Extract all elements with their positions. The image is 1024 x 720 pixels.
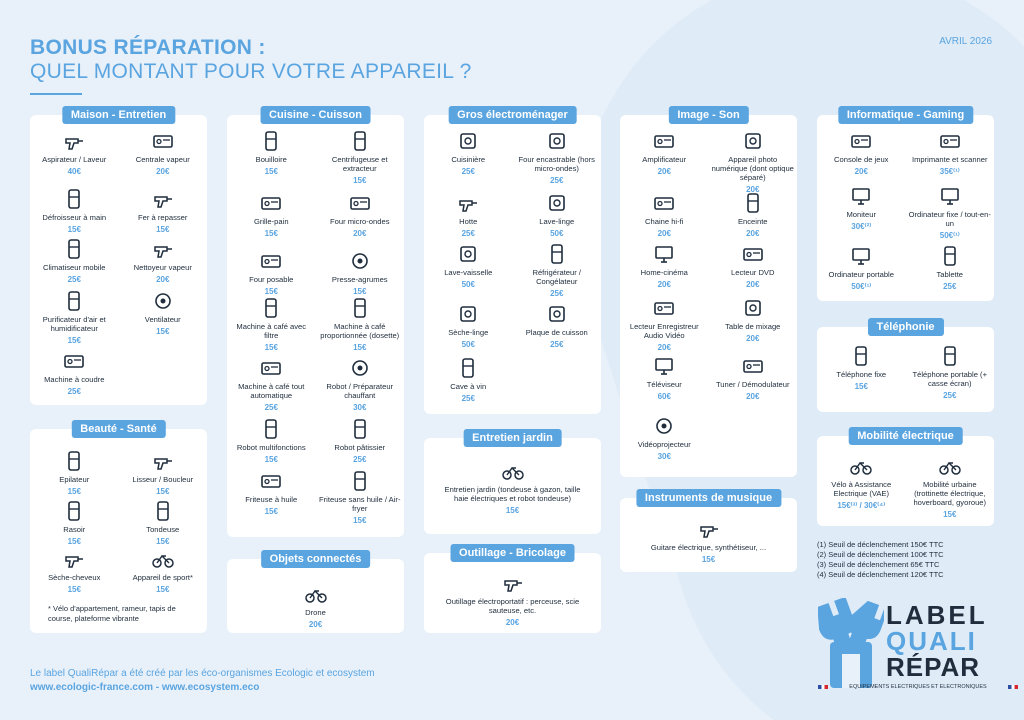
- item-price: 40€: [67, 167, 81, 176]
- item-mixer: [711, 297, 795, 343]
- item-label: Friteuse sans huile / Air-fryer: [319, 495, 401, 513]
- item-price: 25€: [461, 394, 475, 403]
- item-deep-fryer: [229, 470, 313, 516]
- item-price: 15€: [67, 225, 81, 234]
- item-price: 20€: [854, 167, 868, 176]
- item-cooker: [426, 130, 510, 176]
- item-price: 25€: [550, 176, 564, 185]
- item-price: 15€: [353, 343, 367, 352]
- item-speaker: [711, 192, 795, 238]
- item-guitar: [634, 518, 784, 564]
- item-price: 15€: [264, 343, 278, 352]
- hair-straightener-icon: [152, 450, 174, 472]
- hob-icon: [546, 303, 568, 325]
- item-label: Bouilloire: [255, 155, 287, 164]
- item-price: 50€: [461, 280, 475, 289]
- item-dvd-player: [711, 243, 795, 289]
- item-label: Vidéoprojecteur: [637, 440, 691, 449]
- date-label: AVRIL 2026: [939, 36, 992, 47]
- item-printer: [908, 130, 992, 176]
- item-price: 25€: [461, 229, 475, 238]
- item-price: 15€: [854, 382, 868, 391]
- item-home-cinema: [622, 243, 706, 289]
- item-label: Chaine hi-fi: [645, 217, 684, 226]
- footer-credit: Le label QualiRépar a été créé par les éco-organismes Ecologic et ecosystem: [30, 668, 375, 679]
- item-price: 15€: [156, 487, 170, 496]
- item-label: Home-cinéma: [640, 268, 688, 277]
- card-title-beaute: Beauté - Santé: [71, 420, 165, 438]
- ebike-icon: [850, 455, 872, 477]
- item-label: Mobilité urbaine (trottinette électrique, hoverboard, gyoroue): [913, 480, 987, 507]
- item-price: 20€: [156, 167, 170, 176]
- citrus-press-icon: [349, 250, 371, 272]
- item-label: Drone: [305, 608, 326, 617]
- item-laptop: [819, 245, 903, 291]
- item-label: Sèche-cheveux: [48, 573, 101, 582]
- item-price: 15€: [701, 555, 716, 564]
- item-label: Cave à vin: [450, 382, 487, 391]
- item-label: Epilateur: [59, 475, 90, 484]
- card-title-objets: Objets connectés: [261, 550, 371, 568]
- item-price: 20€: [308, 620, 323, 629]
- item-price: 20€: [746, 334, 760, 343]
- steamer-icon: [63, 188, 85, 210]
- item-label: Nettoyeur vapeur: [133, 263, 192, 272]
- item-drone: [241, 583, 391, 629]
- item-espresso-machine: [229, 357, 313, 412]
- item-price: 30€⁽²⁾: [851, 222, 872, 231]
- item-label: Ordinateur fixe / tout-en-un: [908, 210, 991, 228]
- item-price: 20€: [156, 275, 170, 284]
- item-label: Appareil de sport*: [132, 573, 193, 582]
- item-price: 15€: [156, 327, 170, 336]
- item-recorder: [622, 297, 706, 352]
- footnote-1: (1) Seuil de déclenchement 150€ TTC: [817, 540, 944, 549]
- printer-icon: [939, 130, 961, 152]
- item-label: Ventilateur: [144, 315, 181, 324]
- item-price: 60€: [657, 392, 671, 401]
- item-drill: [438, 572, 588, 627]
- air-purifier-icon: [63, 290, 85, 312]
- item-label: Four micro-ondes: [329, 217, 390, 226]
- item-iron: [121, 188, 205, 234]
- item-price: 15€: [353, 176, 367, 185]
- item-steam-cleaner: [121, 238, 205, 284]
- flag-left: [818, 685, 828, 689]
- item-label: Presse-agrumes: [331, 275, 388, 284]
- item-price: 15€: [67, 336, 81, 345]
- mixer-icon: [742, 297, 764, 319]
- item-ebike: [819, 455, 903, 510]
- hair-dryer-icon: [63, 548, 85, 570]
- footnote-3: (3) Seuil de déclenchement 65€ TTC: [817, 560, 940, 569]
- card-title-outillage: Outillage - Bricolage: [450, 544, 575, 562]
- item-price: 15€⁽³⁾ / 30€⁽⁴⁾: [837, 501, 886, 510]
- item-label: Téléviseur: [646, 380, 682, 389]
- item-label: Table de mixage: [725, 322, 781, 331]
- steam-iron-icon: [152, 130, 174, 152]
- item-label: Hotte: [459, 217, 478, 226]
- item-label: Vélo à Assistance Electrique (VAE): [831, 480, 892, 498]
- item-label: Entretien jardin (tondeuse à gazon, taille haie électriques et robot tondeuse): [444, 485, 581, 503]
- item-label: Robot / Préparateur chauffant: [326, 382, 394, 400]
- item-price: 15€: [156, 225, 170, 234]
- page-title-line2: QUEL MONTANT POUR VOTRE APPAREIL ?: [30, 60, 472, 83]
- item-label: Purificateur d'air et humidificateur: [42, 315, 106, 333]
- beaute-footnote: * Vélo d'appartement, rameur, tapis de course, plateforme vibrante: [48, 604, 176, 623]
- item-label: Défroisseur à main: [42, 213, 107, 222]
- item-price: 20€: [746, 185, 760, 194]
- item-air-purifier: [32, 290, 116, 345]
- item-fridge: [515, 243, 599, 298]
- microwave-icon: [349, 192, 371, 214]
- item-label: Cuisinière: [451, 155, 486, 164]
- item-tuner: [711, 355, 795, 401]
- item-label: Lisseur / Boucleur: [132, 475, 194, 484]
- item-steam-iron: [121, 130, 205, 176]
- item-label: Fer à repasser: [138, 213, 188, 222]
- item-amplifier: [622, 130, 706, 176]
- item-price: 25€: [943, 282, 957, 291]
- item-price: 25€: [264, 403, 278, 412]
- item-camera: [711, 130, 795, 194]
- item-dryer: [426, 303, 510, 349]
- hifi-icon: [653, 192, 675, 214]
- item-price: 20€: [657, 167, 671, 176]
- desktop-icon: [939, 185, 961, 207]
- item-filter-coffee: [229, 297, 313, 352]
- espresso-machine-icon: [260, 357, 282, 379]
- speaker-icon: [742, 192, 764, 214]
- item-label: Tuner / Démodulateur: [715, 380, 790, 389]
- projector-icon: [653, 415, 675, 437]
- item-hood: [426, 192, 510, 238]
- item-label: Centrale vapeur: [135, 155, 190, 164]
- item-price: 20€: [746, 280, 760, 289]
- toaster-icon: [260, 192, 282, 214]
- item-price: 30€: [353, 403, 367, 412]
- item-oven: [229, 250, 313, 296]
- home-cinema-icon: [653, 243, 675, 265]
- item-label: Guitare électrique, synthétiseur, ...: [650, 543, 767, 552]
- card-title-jardin: Entretien jardin: [463, 429, 562, 447]
- steam-cleaner-icon: [152, 238, 174, 260]
- item-label: Climatiseur mobile: [43, 263, 106, 272]
- item-price: 35€⁽¹⁾: [939, 167, 960, 176]
- dryer-icon: [457, 303, 479, 325]
- item-price: 15€: [264, 287, 278, 296]
- item-landline-phone: [819, 345, 903, 391]
- item-price: 15€: [156, 585, 170, 594]
- qualirepar-logo: [818, 598, 1018, 698]
- item-label: Ordinateur portable: [828, 270, 894, 279]
- card-title-mobilite: Mobilité électrique: [848, 427, 963, 445]
- air-fryer-icon: [349, 470, 371, 492]
- item-cooking-robot: [318, 357, 402, 412]
- logo-tagline-text: EQUIPEMENTS ELECTRIQUES ET ELECTRONIQUES: [849, 684, 987, 690]
- item-label: Console de jeux: [834, 155, 889, 164]
- item-price: 20€: [505, 618, 520, 627]
- epilator-icon: [63, 450, 85, 472]
- item-fan: [121, 290, 205, 336]
- item-price: 25€: [67, 387, 81, 396]
- deep-fryer-icon: [260, 470, 282, 492]
- item-toaster: [229, 192, 313, 238]
- footer-links[interactable]: www.ecologic-france.com - www.ecosystem.eco: [30, 682, 260, 693]
- lawnmower-icon: [502, 460, 524, 482]
- item-tablet: [908, 245, 992, 291]
- item-price: 20€: [746, 229, 760, 238]
- cooker-icon: [457, 130, 479, 152]
- item-air-fryer: [318, 470, 402, 525]
- dvd-player-icon: [742, 243, 764, 265]
- built-in-oven-icon: [546, 130, 568, 152]
- card-title-tel: Téléphonie: [867, 318, 943, 336]
- card-title-maison: Maison - Entretien: [62, 106, 175, 124]
- item-label: Outillage électroportatif : perceuse, scie sauteuse, etc.: [445, 597, 580, 615]
- item-food-processor: [229, 418, 313, 464]
- wrench-figure-icon: [818, 598, 884, 694]
- item-label: Amplificateur: [642, 155, 687, 164]
- air-conditioner-icon: [63, 238, 85, 260]
- item-kettle: [229, 130, 313, 176]
- item-label: Rasoir: [63, 525, 86, 534]
- item-citrus-press: [318, 250, 402, 296]
- item-price: 20€: [657, 343, 671, 352]
- item-label: Enceinte: [737, 217, 768, 226]
- item-pod-coffee: [318, 297, 402, 352]
- item-price: 50€⁽¹⁾: [851, 282, 872, 291]
- pod-coffee-icon: [349, 297, 371, 319]
- item-label: Téléphone portable (+ casse écran): [912, 370, 987, 388]
- item-label: Imprimante et scanner: [911, 155, 988, 164]
- item-price: 15€: [67, 537, 81, 546]
- item-label: Lave-linge: [539, 217, 575, 226]
- laptop-icon: [850, 245, 872, 267]
- item-sewing-machine: [32, 350, 116, 396]
- item-price: 15€: [264, 167, 278, 176]
- juicer-icon: [349, 130, 371, 152]
- page-title-line1: BONUS RÉPARATION :: [30, 36, 266, 59]
- item-price: 20€: [746, 392, 760, 401]
- item-label: Tablette: [936, 270, 964, 279]
- card-title-info: Informatique - Gaming: [838, 106, 973, 124]
- item-price: 50€: [550, 229, 564, 238]
- item-label: Plaque de cuisson: [525, 328, 588, 337]
- item-price: 25€: [461, 167, 475, 176]
- item-hair-dryer: [32, 548, 116, 594]
- item-dishwasher: [426, 243, 510, 289]
- item-price: 50€: [461, 340, 475, 349]
- item-wine-cellar: [426, 357, 510, 403]
- item-price: 15€: [67, 585, 81, 594]
- item-label: Machine à café proportionnée (dosette): [320, 322, 400, 340]
- item-price: 20€: [657, 280, 671, 289]
- item-label: Appareil photo numérique (dont optique séparé): [711, 155, 794, 182]
- item-label: Téléphone fixe: [836, 370, 887, 379]
- item-label: Lecteur Enregistreur Audio Vidéo: [629, 322, 699, 340]
- item-microwave: [318, 192, 402, 238]
- item-shaver: [32, 500, 116, 546]
- item-washing-machine: [515, 192, 599, 238]
- camera-icon: [742, 130, 764, 152]
- hood-icon: [457, 192, 479, 214]
- item-epilator: [32, 450, 116, 496]
- item-label: Moniteur: [846, 210, 877, 219]
- item-stand-mixer: [318, 418, 402, 464]
- card-title-gros: Gros électroménager: [448, 106, 577, 124]
- oven-icon: [260, 250, 282, 272]
- game-console-icon: [850, 130, 872, 152]
- dishwasher-icon: [457, 243, 479, 265]
- landline-phone-icon: [850, 345, 872, 367]
- drone-icon: [305, 583, 327, 605]
- monitor-icon: [850, 185, 872, 207]
- item-hair-straightener: [121, 450, 205, 496]
- item-price: 15€: [156, 537, 170, 546]
- item-tv: [622, 355, 706, 401]
- footnotes: [817, 540, 1007, 580]
- title-underline: [30, 93, 82, 95]
- item-price: 25€: [67, 275, 81, 284]
- item-desktop: [908, 185, 992, 240]
- item-label: Friteuse à huile: [245, 495, 298, 504]
- fridge-icon: [546, 243, 568, 265]
- item-label: Lave-vaisselle: [444, 268, 493, 277]
- exercise-bike-icon: [152, 548, 174, 570]
- item-label: Machine à café tout automatique: [238, 382, 305, 400]
- item-price: 25€: [550, 340, 564, 349]
- iron-icon: [152, 188, 174, 210]
- item-label: Machine à coudre: [44, 375, 105, 384]
- item-price: 15€: [353, 287, 367, 296]
- item-price: 15€: [264, 507, 278, 516]
- item-price: 15€: [264, 229, 278, 238]
- footnote-4: (4) Seuil de déclenchement 120€ TTC: [817, 570, 944, 579]
- item-lawnmower: [438, 460, 588, 515]
- tablet-icon: [939, 245, 961, 267]
- item-label: Robot multifonctions: [236, 443, 306, 452]
- item-game-console: [819, 130, 903, 176]
- footnote-2: (2) Seuil de déclenchement 100€ TTC: [817, 550, 944, 559]
- item-price: 15€: [67, 487, 81, 496]
- tuner-icon: [742, 355, 764, 377]
- vacuum-icon: [63, 130, 85, 152]
- item-label: Aspirateur / Laveur: [42, 155, 107, 164]
- item-price: 25€: [943, 391, 957, 400]
- logo-tagline: [818, 684, 1018, 690]
- item-trimmer: [121, 500, 205, 546]
- logo-word-label: LABEL: [886, 600, 988, 630]
- item-hifi: [622, 192, 706, 238]
- item-steamer: [32, 188, 116, 234]
- item-price: 50€⁽¹⁾: [939, 231, 960, 240]
- item-mobile-phone: [908, 345, 992, 400]
- item-price: 15€: [353, 516, 367, 525]
- item-scooter: [908, 455, 992, 519]
- card-title-image: Image - Son: [668, 106, 748, 124]
- item-label: Centrifugeuse et extracteur: [331, 155, 388, 173]
- item-juicer: [318, 130, 402, 185]
- recorder-icon: [653, 297, 675, 319]
- item-price: 30€: [657, 452, 671, 461]
- item-price: 15€: [505, 506, 520, 515]
- washing-machine-icon: [546, 192, 568, 214]
- guitar-icon: [698, 518, 720, 540]
- item-monitor: [819, 185, 903, 231]
- flag-right: [1008, 685, 1018, 689]
- item-air-conditioner: [32, 238, 116, 284]
- wine-cellar-icon: [457, 357, 479, 379]
- item-price: 25€: [550, 289, 564, 298]
- item-price: 15€: [264, 455, 278, 464]
- item-label: Robot pâtissier: [334, 443, 386, 452]
- item-label: Réfrigérateur / Congélateur: [532, 268, 582, 286]
- card-title-musique: Instruments de musique: [636, 489, 781, 507]
- item-price: 25€: [353, 455, 367, 464]
- item-built-in-oven: [515, 130, 599, 185]
- item-hob: [515, 303, 599, 349]
- item-exercise-bike: [121, 548, 205, 594]
- trimmer-icon: [152, 500, 174, 522]
- scooter-icon: [939, 455, 961, 477]
- stand-mixer-icon: [349, 418, 371, 440]
- logo-word-quali: QUALI: [886, 626, 977, 656]
- cooking-robot-icon: [349, 357, 371, 379]
- card-title-cuisine: Cuisine - Cuisson: [260, 106, 371, 124]
- shaver-icon: [63, 500, 85, 522]
- item-projector: [622, 415, 706, 461]
- mobile-phone-icon: [939, 345, 961, 367]
- amplifier-icon: [653, 130, 675, 152]
- drill-icon: [502, 572, 524, 594]
- kettle-icon: [260, 130, 282, 152]
- logo-word-repar: RÉPAR: [886, 652, 981, 682]
- item-label: Tondeuse: [146, 525, 180, 534]
- item-label: Four posable: [249, 275, 294, 284]
- item-label: Lecteur DVD: [731, 268, 775, 277]
- item-label: Machine à café avec filtre: [236, 322, 307, 340]
- item-price: 15€: [943, 510, 957, 519]
- item-price: 20€: [657, 229, 671, 238]
- item-label: Grille-pain: [253, 217, 289, 226]
- sewing-machine-icon: [63, 350, 85, 372]
- item-label: Sèche-linge: [448, 328, 489, 337]
- food-processor-icon: [260, 418, 282, 440]
- tv-icon: [653, 355, 675, 377]
- fan-icon: [152, 290, 174, 312]
- item-vacuum: [32, 130, 116, 176]
- item-price: 20€: [353, 229, 367, 238]
- item-label: Four encastrable (hors micro-ondes): [518, 155, 595, 173]
- filter-coffee-icon: [260, 297, 282, 319]
